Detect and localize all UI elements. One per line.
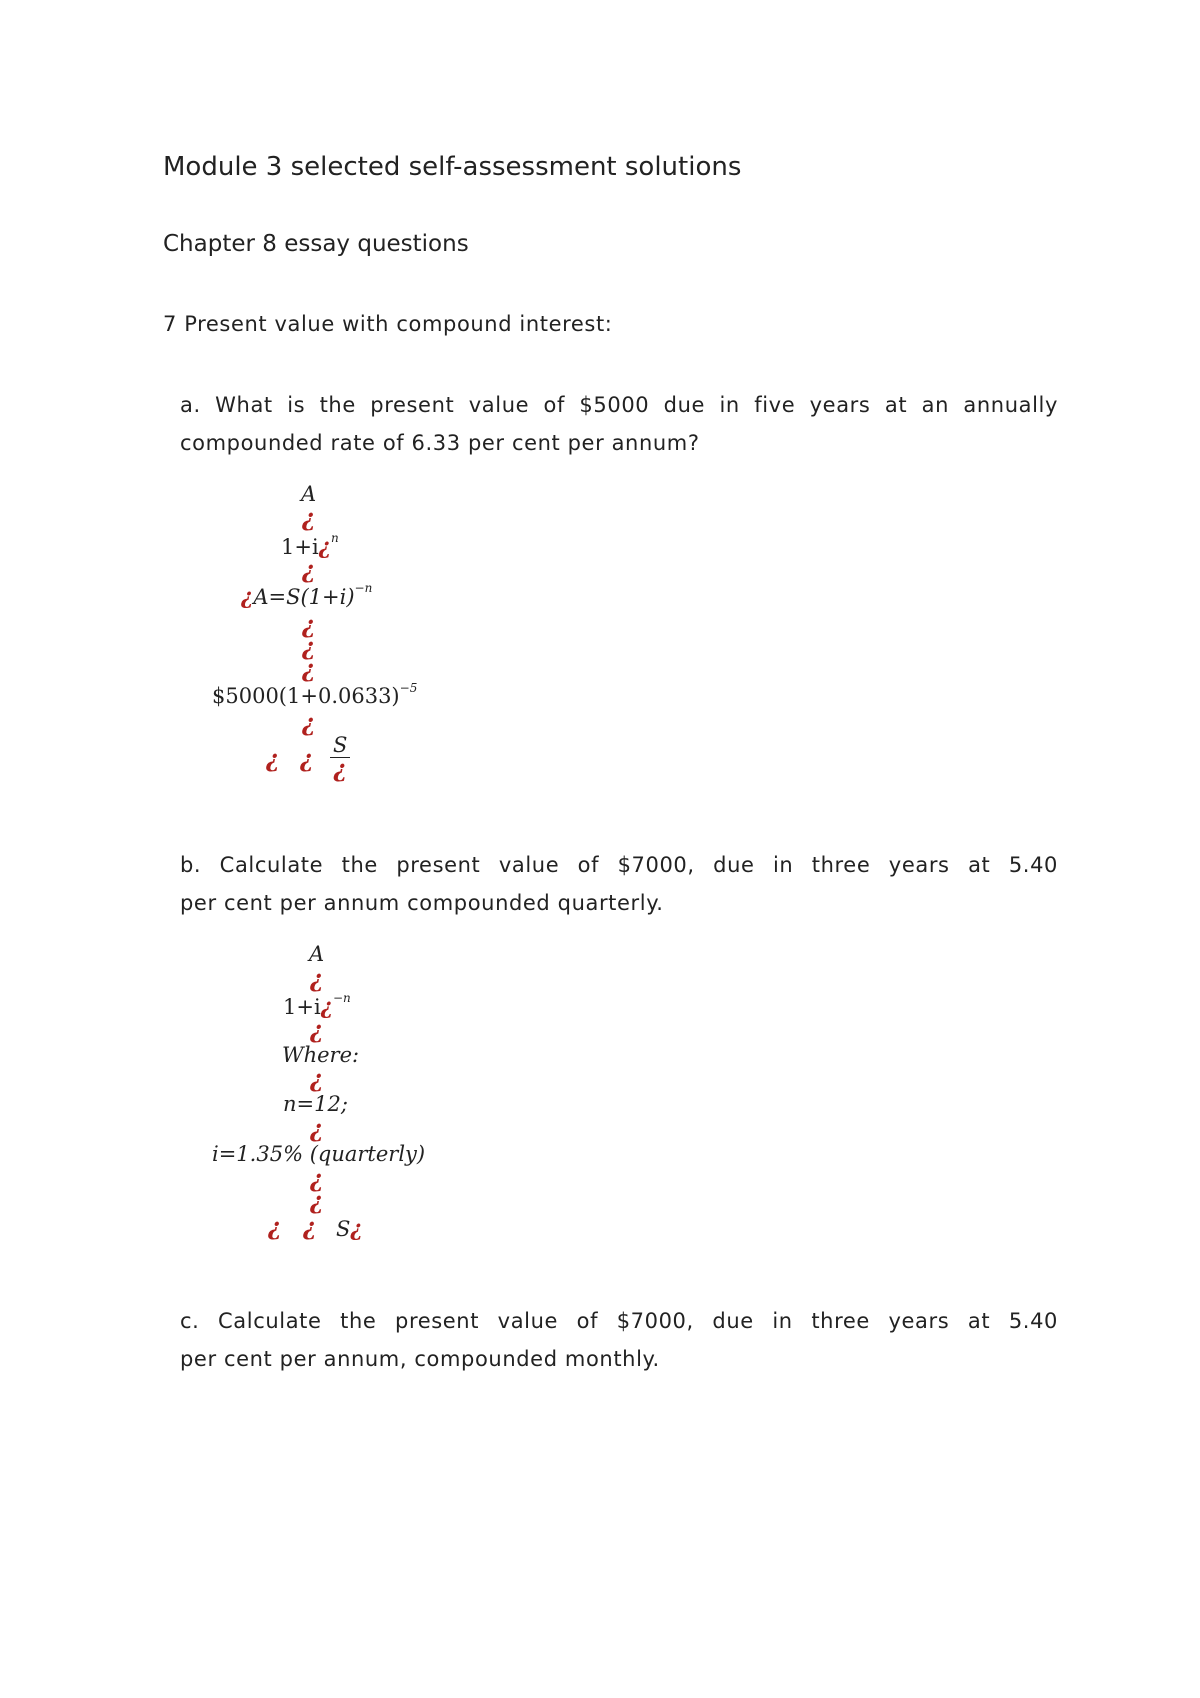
broken-glyph: ¿ bbox=[302, 612, 316, 639]
broken-glyph: ¿ bbox=[310, 1116, 324, 1143]
part-b-line-2: per cent per annum compounded quarterly. bbox=[180, 891, 664, 915]
eq-b-i-value: i=1.35% (quarterly) bbox=[212, 1142, 426, 1166]
broken-glyph: ¿ bbox=[310, 966, 324, 993]
eq-a-formula-lhs: A=S(1+i) bbox=[253, 585, 355, 609]
part-a-line-1: a. What is the present value of $5000 due in five years at an annually bbox=[180, 393, 1058, 417]
part-b-text bbox=[180, 846, 1058, 922]
broken-glyph: ¿ bbox=[350, 1216, 363, 1241]
eq-a-fraction-numerator: S bbox=[330, 733, 350, 758]
eq-a-one-plus-i-text: 1+i bbox=[281, 535, 319, 559]
part-b-line-1: b. Calculate the present value of $7000, due in three years at 5.40 bbox=[180, 853, 1058, 877]
broken-glyph: ¿ bbox=[302, 634, 316, 661]
document-title: Module 3 selected self-assessment solutions bbox=[163, 152, 742, 182]
part-c-text bbox=[180, 1302, 1058, 1378]
eq-a-fraction bbox=[330, 733, 350, 782]
broken-glyph: ¿ bbox=[302, 557, 316, 584]
eq-b-one-plus-i bbox=[283, 991, 351, 1019]
broken-glyph: ¿ bbox=[300, 746, 314, 773]
broken-glyph: ¿ bbox=[302, 656, 316, 683]
eq-b-S-text: S bbox=[336, 1217, 351, 1241]
broken-glyph: ¿ bbox=[318, 534, 331, 559]
broken-glyph: ¿ bbox=[241, 584, 254, 609]
eq-a-one-plus-i bbox=[281, 531, 339, 559]
broken-glyph: ¿ bbox=[302, 710, 316, 737]
broken-glyph: ¿ bbox=[310, 1017, 324, 1044]
broken-glyph: ¿ bbox=[268, 1214, 282, 1241]
part-c-line-1: c. Calculate the present value of $7000, due in three years at 5.40 bbox=[180, 1309, 1058, 1333]
part-a-text bbox=[180, 386, 1058, 462]
chapter-heading: Chapter 8 essay questions bbox=[163, 231, 469, 257]
eq-b-S bbox=[336, 1216, 363, 1241]
eq-a-exp-minus-n: −n bbox=[354, 581, 373, 595]
eq-b-exp-minus-n: −n bbox=[333, 991, 351, 1005]
eq-a-formula bbox=[241, 581, 373, 609]
eq-a-substituted-text: $5000(1+0.0633) bbox=[212, 684, 400, 708]
eq-a-substituted bbox=[212, 681, 418, 708]
eq-a-exp-n: n bbox=[331, 531, 339, 545]
broken-glyph: ¿ bbox=[310, 1066, 324, 1093]
eq-b-A: A bbox=[309, 942, 325, 966]
eq-a-exp-minus-5: −5 bbox=[399, 681, 418, 695]
broken-glyph: ¿ bbox=[333, 756, 347, 783]
part-a-line-2: compounded rate of 6.33 per cent per annum? bbox=[180, 431, 700, 455]
broken-glyph: ¿ bbox=[266, 746, 280, 773]
part-c-line-2: per cent per annum, compounded monthly. bbox=[180, 1347, 660, 1371]
question-heading: 7 Present value with compound interest: bbox=[163, 312, 613, 336]
eq-b-one-plus-i-text: 1+i bbox=[283, 995, 321, 1019]
broken-glyph: ¿ bbox=[320, 994, 333, 1019]
broken-glyph: ¿ bbox=[302, 505, 316, 532]
broken-glyph: ¿ bbox=[303, 1214, 317, 1241]
broken-glyph: ¿ bbox=[310, 1166, 324, 1193]
eq-b-n-value: n=12; bbox=[283, 1092, 348, 1116]
broken-glyph: ¿ bbox=[310, 1188, 324, 1215]
eq-a-A: A bbox=[301, 482, 317, 506]
eq-b-where: Where: bbox=[282, 1043, 360, 1067]
